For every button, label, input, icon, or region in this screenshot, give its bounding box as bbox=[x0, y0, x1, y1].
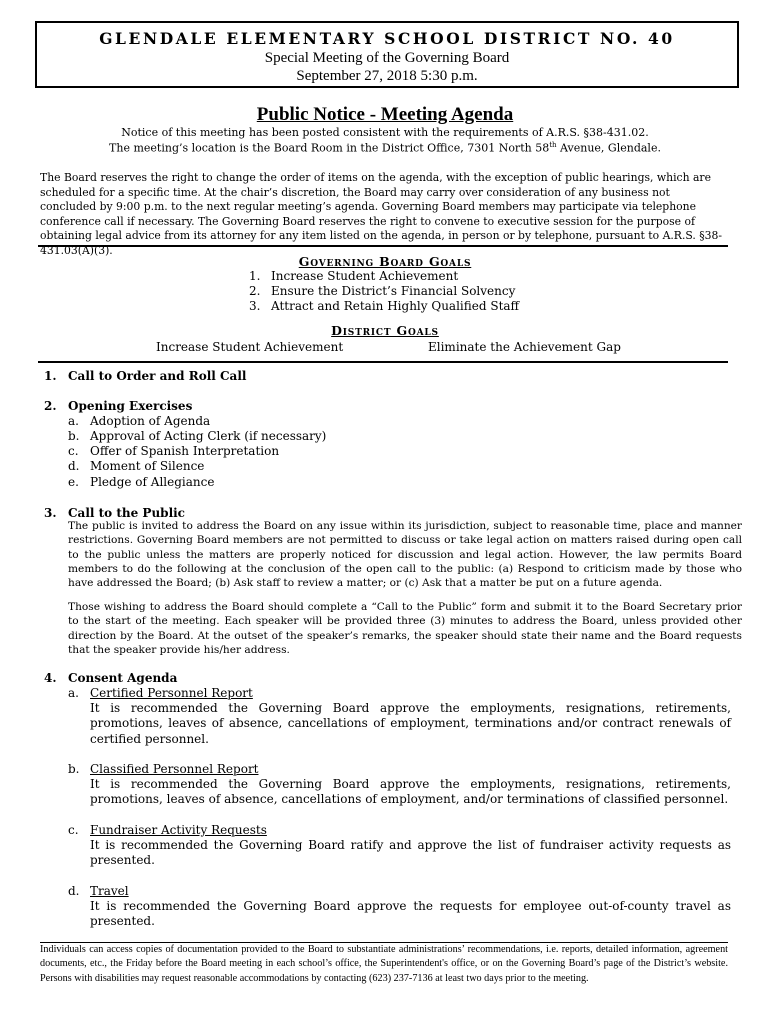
divider bbox=[38, 361, 728, 363]
consent-item-heading: d. Travel bbox=[68, 884, 129, 898]
governing-goals-title: Governing Board Goals bbox=[298, 254, 472, 269]
meeting-type: Special Meeting of the Governing Board bbox=[264, 50, 510, 66]
agenda-item-1: 1. Call to Order and Roll Call bbox=[44, 369, 247, 383]
meeting-datetime: September 27, 2018 5:30 p.m. bbox=[296, 68, 478, 84]
district-goal-right: Eliminate the Achievement Gap bbox=[428, 340, 621, 354]
consent-item-recommendation: It is recommended the Governing Board approve the employments, resignations, retirements, promotions, leaves of absence, cancellations of employment, terminations and/or contract renewals of certified personnel. bbox=[90, 701, 731, 746]
district-title: GLENDALE ELEMENTARY SCHOOL DISTRICT NO. 40 bbox=[99, 29, 675, 48]
opening-exercise-item: c. Offer of Spanish Interpretation bbox=[68, 444, 280, 458]
consent-item-recommendation: It is recommended the Governing Board ratify and approve the list of fundraiser activity requests as presented. bbox=[90, 838, 731, 868]
page-title: Public Notice - Meeting Agenda bbox=[256, 104, 514, 125]
agenda-item-2: 2. Opening Exercises bbox=[44, 399, 193, 413]
opening-exercise-item: a. Adoption of Agenda bbox=[68, 414, 211, 428]
agenda-item-4: 4. Consent Agenda bbox=[44, 671, 178, 685]
divider bbox=[38, 245, 728, 247]
governing-goal-item: 3. Attract and Retain Highly Qualified Staff bbox=[249, 299, 520, 313]
district-goals-title: District Goals bbox=[331, 323, 439, 338]
agenda-item-3: 3. Call to the Public bbox=[44, 506, 185, 520]
consent-item-heading: c. Fundraiser Activity Requests bbox=[68, 823, 267, 837]
consent-item-recommendation: It is recommended the Governing Board approve the requests for employee out-of-county travel as presented. bbox=[90, 899, 731, 929]
opening-exercise-item: e. Pledge of Allegiance bbox=[68, 475, 215, 489]
opening-exercise-item: b. Approval of Acting Clerk (if necessary) bbox=[68, 429, 327, 443]
governing-goal-item: 1. Increase Student Achievement bbox=[249, 269, 459, 283]
consent-item-recommendation: It is recommended the Governing Board approve the employments, resignations, retirements, promotions, leaves of absence, cancellations of employment, and/or terminations of classified personnel. bbox=[90, 777, 731, 807]
consent-item-heading: a. Certified Personnel Report bbox=[68, 686, 253, 700]
call-to-public-paragraph: The public is invited to address the Board on any issue within its jurisdiction, subject to reasonable time, place and manner restrictions. Governing Board members are not permitted to discuss or take legal action on matters raised during open call to the public unless the matters are properly noticed for discussion and legal action. However, the law permits Board members to do the following at the conclusion of the open call to the public: (a) Respond to criticism made by those who have addressed the Board; (b) Ask staff to review a matter; or (c) Ask that a matter be put on a future agenda. bbox=[68, 520, 742, 590]
footer-note: Individuals can access copies of documentation provided to the Board to substantiate administrations’ recommendations, i.e. reports, detailed information, agreement documents, etc., the Friday before the Board meeting in each school’s office, the Superintendent's office, or on the Governing Board’s page of the District’s website. Persons with disabilities may request reasonable accommodations by contacting (623) 237-7136 at least two days prior to the meeting. bbox=[40, 944, 728, 984]
location-note: The meeting’s location is the Board Room in the District Office, 7301 North 58th Avenue, Glendale. bbox=[109, 141, 661, 155]
governing-goal-item: 2. Ensure the District’s Financial Solvency bbox=[249, 284, 516, 298]
board-rights-paragraph: The Board reserves the right to change the order of items on the agenda, with the exception of public hearings, which are scheduled for a specific time. At the chair’s discretion, the Board may carry over consideration of any business not concluded by 9:00 p.m. to the next regular meeting’s agenda. Governing Board members may participate via telephone conference call if necessary. The Governing Board reserves the right to convene to executive session for the purpose of obtaining legal advice from its attorney for any item listed on the agenda, in person or by telephone, pursuant to A.R.S. §38-431.03(A)(3). bbox=[40, 171, 723, 257]
header-box bbox=[35, 21, 739, 88]
call-to-public-paragraph: Those wishing to address the Board should complete a “Call to the Public” form and submit it to the Board Secretary prior to the start of the meeting. Each speaker will be provided three (3) minutes to address the Board, unless provided other direction by the Board. At the outset of the speaker’s remarks, the speaker should state their name and the Board requests that the speaker provide his/her address. bbox=[68, 601, 742, 656]
district-goal-left: Increase Student Achievement bbox=[156, 340, 344, 354]
opening-exercise-item: d. Moment of Silence bbox=[68, 459, 205, 473]
consent-item-heading: b. Classified Personnel Report bbox=[68, 762, 259, 776]
posting-note: Notice of this meeting has been posted consistent with the requirements of A.R.S. §38-431.02. bbox=[121, 126, 649, 139]
